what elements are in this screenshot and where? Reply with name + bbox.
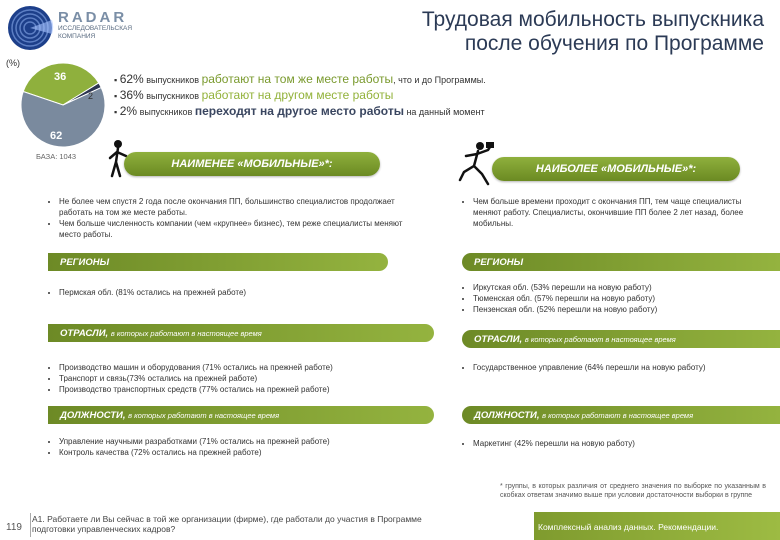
left-regions-list	[48, 287, 418, 298]
list-item: • Управление научными разработками (71% остались на прежней работе)	[59, 436, 428, 447]
stat-line-2: ▪ 36% выпускников работают на другом месте работы	[114, 88, 394, 102]
running-figure-icon	[456, 140, 496, 186]
left-positions-list	[48, 436, 428, 458]
list-item: • Пермская обл. (81% остались на прежней работе)	[59, 287, 418, 298]
page-number: 119	[6, 522, 22, 533]
list-item: • Производство транспортных средств (77% остались на прежней работе)	[59, 384, 428, 395]
right-general-list	[462, 196, 762, 229]
left-industries-list	[48, 362, 428, 395]
pie-label-2: 2	[88, 91, 94, 101]
base-label: БАЗА: 1043	[36, 152, 77, 161]
left-regions-bar: РЕГИОНЫ	[48, 253, 388, 271]
list-item: • Иркутская обл. (53% перешли на новую работу)	[473, 282, 762, 293]
stats-list	[114, 72, 486, 120]
list-item: • Тюменская обл. (57% перешли на новую работу)	[473, 293, 762, 304]
list-item: • Чем больше времени проходит с окончания ПП, тем чаще специалисты меняют работу. Специалисты, окончившие ПП более 2 лет назад, более мобильны.	[473, 196, 762, 229]
list-item: • Производство машин и оборудования (71% остались на прежней работе)	[59, 362, 428, 373]
right-industries-list	[462, 362, 772, 373]
radar-logo-icon	[6, 4, 54, 52]
unit-label: (%)	[6, 58, 20, 68]
stat-line-1: ▪ 62% выпускников работают на том же месте работы, что и до Программы.	[114, 72, 486, 86]
right-industries-bar: ОТРАСЛИ, в которых работают в настоящее время	[462, 330, 780, 348]
list-item: • Контроль качества (72% остались на прежней работе)	[59, 447, 428, 458]
list-item: • Не более чем спустя 2 года после окончания ПП, большинство специалистов продолжает работать на том же месте работы.	[59, 196, 418, 218]
left-positions-bar: ДОЛЖНОСТИ, в которых работают в настоящее время	[48, 406, 434, 424]
list-item: • Чем больше численность компании (чем «крупнее» бизнес), тем реже специалисты меняют место работы.	[59, 218, 418, 240]
left-industries-bar: ОТРАСЛИ, в которых работают в настоящее время	[48, 324, 434, 342]
list-item: • Транспорт и связь(73% остались на прежней работе)	[59, 373, 428, 384]
page-title: Трудовая мобильность выпускника после обучения по Программе	[421, 8, 764, 55]
logo-subtitle: ИССЛЕДОВАТЕЛЬСКАЯ КОМПАНИЯ	[58, 25, 133, 40]
right-positions-bar: ДОЛЖНОСТИ, в которых работают в настоящее время	[462, 406, 780, 424]
footnote: * группы, в которых различия от среднего значения по выборке по указанным в скобках ответам значимо выше при условии достаточности выборки в группе	[500, 483, 766, 499]
list-item: • Пензенская обл. (52% перешли на новую работу)	[473, 304, 762, 315]
left-general-list	[48, 196, 418, 240]
right-positions-list	[462, 438, 772, 449]
list-item: • Государственное управление (64% перешли на новую работу)	[473, 362, 772, 373]
pie-label-36: 36	[54, 71, 67, 83]
footer-separator	[30, 513, 31, 537]
logo-name: RADAR	[58, 9, 128, 26]
right-regions-list	[462, 282, 762, 315]
pie-label-62: 62	[50, 130, 63, 142]
stat-line-3: ▪ 2% выпускников переходят на другое место работы на данный момент	[114, 104, 485, 118]
list-item: • Маркетинг (42% перешли на новую работу)	[473, 438, 772, 449]
right-regions-bar: РЕГИОНЫ	[462, 253, 780, 271]
least-mobile-heading: НАИМЕНЕЕ «МОБИЛЬНЫЕ»*:	[124, 152, 380, 176]
survey-question: А1. Работаете ли Вы сейчас в той же организации (фирме), где работали до участия в Программе подготовки управленческих кадров?	[32, 514, 422, 534]
footer-section-label: Комплексный анализ данных. Рекомендации.	[538, 522, 719, 532]
most-mobile-heading: НАИБОЛЕЕ «МОБИЛЬНЫЕ»*:	[492, 157, 740, 181]
